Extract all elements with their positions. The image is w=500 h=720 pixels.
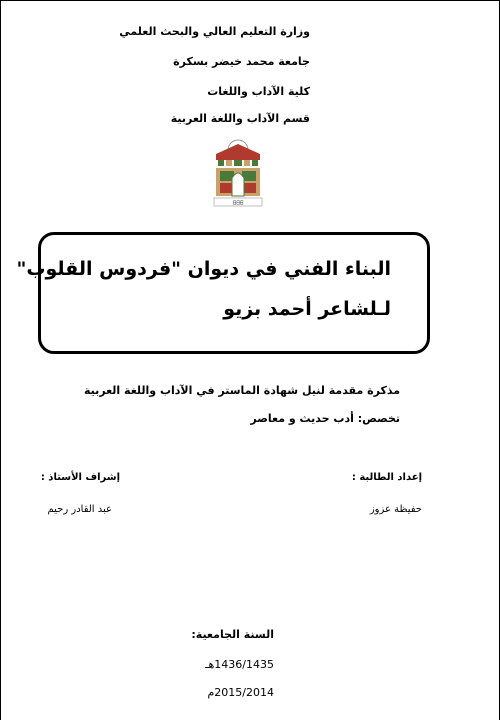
academic-year-gregorian: 2015/2014م [207, 686, 274, 699]
thesis-purpose: مذكرة مقدمة لنيل شهادة الماستر في الآداب واللغة العربية [83, 384, 400, 397]
thesis-title-box [16, 232, 430, 354]
thesis-specialty: تخصص: أدب حديث و معاصر [250, 412, 400, 425]
university-emblem-icon [208, 138, 268, 210]
department-line: قسم الآداب واللغة العربية [170, 112, 310, 125]
faculty-line: كلية الآداب واللغات [207, 85, 310, 98]
supervisor-name: عبد القادر رحيم [47, 504, 112, 515]
thesis-title-line-1: البناء الفني في ديوان "فردوس القلوب" [16, 258, 391, 280]
svg-text:ᗺᗺᗺ: ᗺᗺᗺ [232, 200, 244, 207]
academic-year-hijri: 1436/1435هـ [205, 658, 274, 671]
academic-year-label: السنة الجامعية: [191, 628, 274, 641]
ministry-line: وزارة التعليم العالي والبحث العلمي [119, 25, 310, 38]
student-label: إعداد الطالبة : [351, 472, 422, 483]
university-line: جامعة محمد خيضر بسكرة [173, 55, 310, 68]
thesis-title-line-2: لـلشاعر أحمد بزيو [223, 298, 391, 320]
student-name: حفيظة عزوز [369, 504, 422, 515]
supervisor-label: إشراف الأستاذ : [40, 472, 120, 483]
